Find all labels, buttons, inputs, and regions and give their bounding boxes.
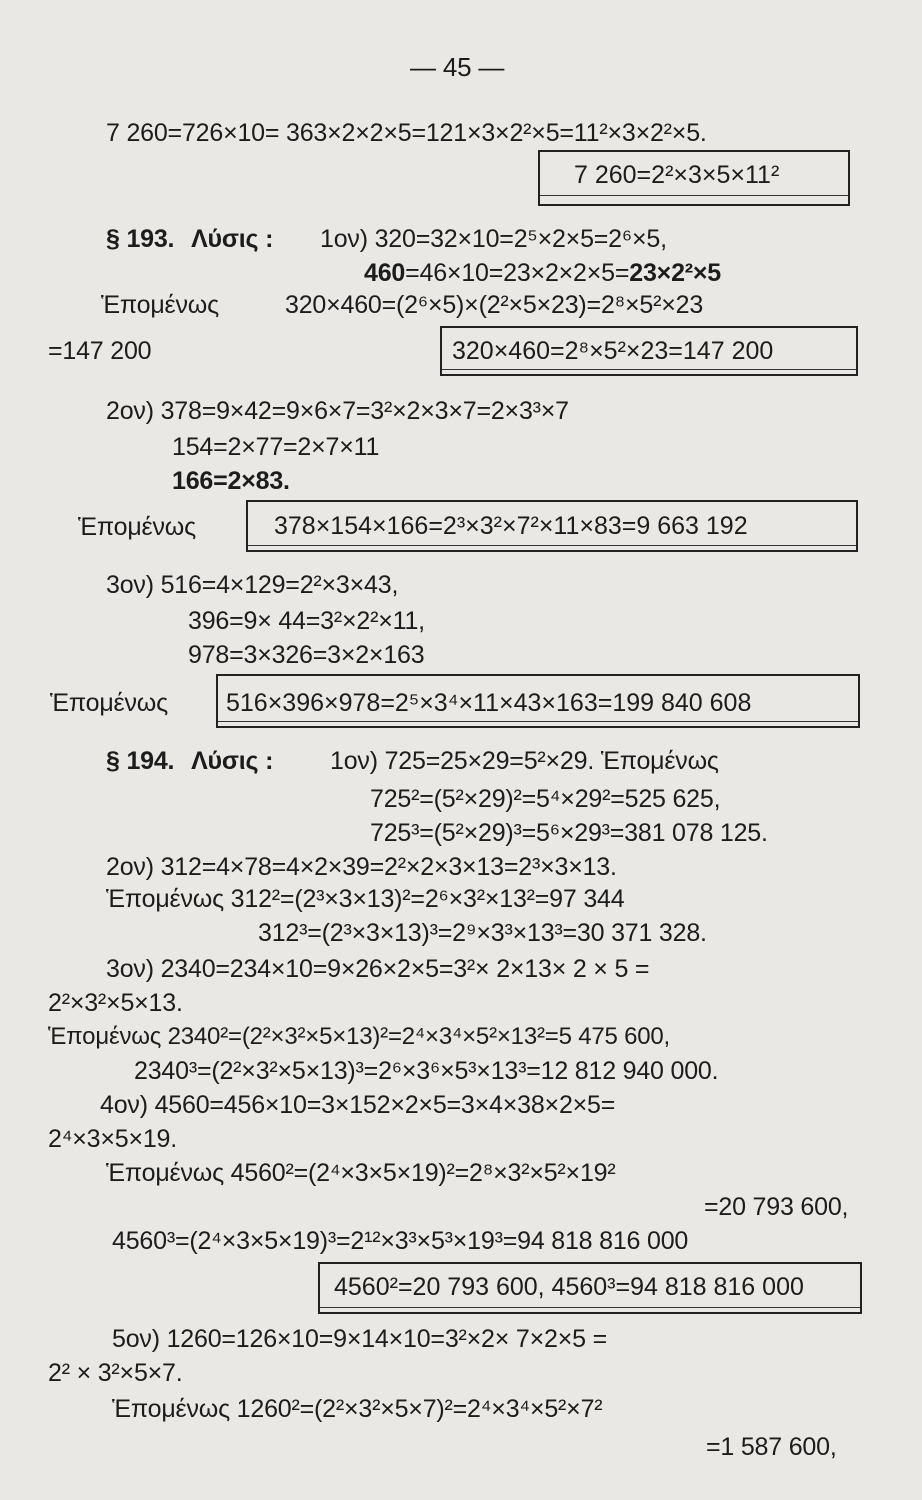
section-193 [106, 224, 273, 254]
equation-line: 312³=(2³×3×13)³=2⁹×3³×13³=30 371 328. [258, 919, 707, 947]
result-box [216, 674, 860, 728]
box-underline [540, 195, 848, 196]
result-box-text: 7 260=2²×3×5×11² [574, 161, 780, 189]
result-box [246, 500, 858, 552]
equation-line: 978=3×326=3×2×163 [188, 641, 425, 669]
result-box [440, 326, 858, 376]
therefore-label: Ἑπομένως [50, 689, 168, 717]
page-number: — 45 — [410, 52, 505, 82]
equation-line: 3ον) 2340=234×10=9×26×2×5=3²× 2×13× 2 × 5 = [106, 955, 650, 983]
equation-line: Ἑπομένως 1260²=(2²×3²×5×7)²=2⁴×3⁴×5²×7² [112, 1395, 603, 1423]
equation-line [364, 258, 721, 288]
equation-line: 320×460=(2⁶×5)×(2²×5×23)=2⁸×5²×23 [285, 291, 704, 319]
equation-line: 4ον) 4560=456×10=3×152×2×5=3×4×38×2×5= [100, 1091, 616, 1119]
equation-line: Ἑπομένως 312²=(2³×3×13)²=2⁶×3²×13²=97 344 [106, 885, 625, 913]
equation-line: 4560³=(2⁴×3×5×19)³=2¹²×3³×5³×19³=94 818 816 000 [112, 1227, 689, 1255]
equation-line: 5ον) 1260=126×10=9×14×10=3²×2× 7×2×5 = [112, 1325, 607, 1353]
equation-line: =147 200 [48, 337, 152, 365]
equation-part: =46×10=23×2×2×5= [405, 259, 630, 287]
therefore-label: Ἑπομένως [78, 513, 196, 541]
equation-line: Ἑπομένως 2340²=(2²×3²×5×13)²=2⁴×3⁴×5²×13²=5 475 600, [48, 1023, 671, 1050]
solution-label: Λύσις : [191, 225, 274, 253]
result-box-text: 4560²=20 793 600, 4560³=94 818 816 000 [334, 1273, 804, 1301]
equation-line: =20 793 600, [704, 1193, 849, 1221]
result-box [538, 150, 850, 206]
box-underline [320, 1307, 860, 1308]
section-194 [106, 746, 273, 776]
equation-line: =1 587 600, [706, 1433, 837, 1461]
result-box-text: 320×460=2⁸×5²×23=147 200 [452, 337, 774, 365]
equation-line: 2340³=(2²×3²×5×13)³=2⁶×3⁶×5³×13³=12 812 940 000. [134, 1057, 719, 1085]
equation-line: 166=2×83. [172, 467, 290, 495]
equation-line: Ἑπομένως 4560²=(2⁴×3×5×19)²=2⁸×3²×5²×19² [106, 1159, 616, 1187]
box-underline [218, 721, 858, 722]
equation-line: 1ον) 320=32×10=2⁵×2×5=2⁶×5, [320, 225, 667, 253]
equation-line: 2² × 3²×5×7. [48, 1359, 183, 1387]
result-box-text: 516×396×978=2⁵×3⁴×11×43×163=199 840 608 [226, 689, 752, 717]
equation-line: 1ον) 725=25×29=5²×29. Ἑπομένως [330, 747, 719, 775]
equation-line: 2ον) 312=4×78=4×2×39=2²×2×3×13=2³×3×13. [106, 853, 617, 881]
equation-line: 725³=(5²×29)³=5⁶×29³=381 078 125. [370, 819, 768, 847]
bold-term: 460 [364, 259, 406, 287]
equation-line: 396=9× 44=3²×2²×11, [188, 607, 425, 635]
equation-line: 725²=(5²×29)²=5⁴×29²=525 625, [370, 785, 721, 813]
result-box [318, 1262, 862, 1314]
equation-line: 7 260=726×10= 363×2×2×5=121×3×2²×5=11²×3×2²×5. [106, 119, 707, 147]
bold-term: 23×2²×5 [629, 259, 722, 287]
therefore-label: Ἑπομένως [101, 291, 219, 319]
solution-label: Λύσις : [191, 747, 274, 775]
result-box-text: 378×154×166=2³×3²×7²×11×83=9 663 192 [274, 512, 748, 540]
equation-line: 154=2×77=2×7×11 [172, 433, 380, 461]
section-number: § 194. [106, 747, 175, 775]
equation-line: 2ον) 378=9×42=9×6×7=3²×2×3×7=2×3³×7 [106, 397, 569, 425]
box-underline [442, 369, 856, 370]
equation-line: 3ον) 516=4×129=2²×3×43, [106, 571, 399, 599]
equation-line: 2²×3²×5×13. [48, 989, 183, 1017]
equation-line: 2⁴×3×5×19. [48, 1125, 178, 1153]
box-underline [248, 545, 856, 546]
section-number: § 193. [106, 225, 175, 253]
